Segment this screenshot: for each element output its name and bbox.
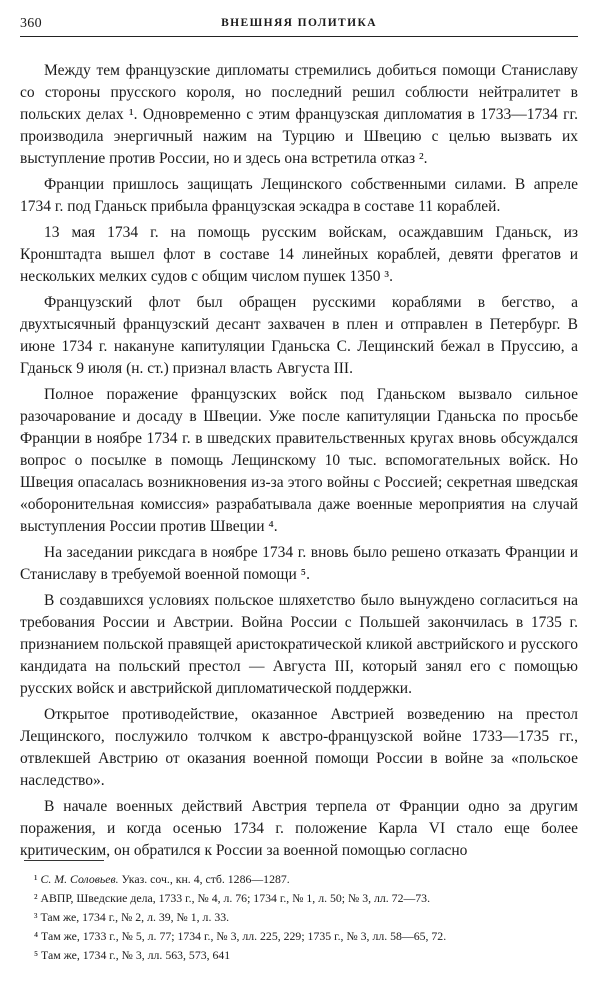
footnotes: [20, 870, 578, 965]
paragraph-2: Франции пришлось защищать Лещинского собственными силами. В апреле 1734 г. под Гданьск прибыла французская эскадра в составе 11 кораблей.: [20, 176, 578, 215]
footnote-3: ³ Там же, 1734 г., № 2, л. 39, № 1, л. 33.: [34, 910, 230, 924]
paragraph-1: Между тем французские дипломаты стремились добиться помощи Станиславу со стороны прусского короля, но последний решил соблюсти нейтралитет в польских делах ¹. Одновременно с этим французская дипломатия в 1733—1734 гг. производила энергичный нажим на Турцию и Швецию с целью вызвать их выступление против России, но и здесь она встретила отказ ².: [20, 62, 578, 167]
paragraph-5: Полное поражение французских войск под Гданьском вызвало сильное разочарование и досаду в Швеции. Уже после капитуляции Гданьска по просьбе Франции в ноябре 1734 г. в шведских правительственных кругах вновь обсуждался вопрос о посылке в помощь Лещинскому 10 тыс. вспомогательных войск. Но Швеция опасалась возникновения из-за этого войны с Россией; секретная шведская «оборонительная комиссия» разрабатывала даже военные мероприятия на случай выступления России против Швеции ⁴.: [20, 386, 578, 535]
paragraph-3: 13 мая 1734 г. на помощь русским войскам, осаждавшим Гданьск, из Кронштадта вышел флот в составе 14 линейных кораблей, девяти фрегатов и нескольких мелких судов с общим числом пушек 1350 ³.: [20, 224, 578, 285]
footnote-1-marker: ¹: [34, 872, 38, 886]
footnote-4: ⁴ Там же, 1733 г., № 5, л. 77; 1734 г., № 3, лл. 225, 229; 1735 г., № 3, лл. 58—65, 72.: [34, 929, 447, 943]
footnote-1-author: С. М. Соловьев.: [40, 872, 119, 886]
paragraph-7: В создавшихся условиях польское шляхетство было вынуждено согласиться на требования России и Австрии. Война России с Польшей закончилась в 1735 г. признанием польской правящей аристократической кликой австрийского и русского кандидата на польский престол — Августа III, который занял его с помощью русских войск и австрийской дипломатической поддержки.: [20, 592, 578, 697]
paragraph-6: На заседании риксдага в ноябре 1734 г. вновь было решено отказать Франции и Станиславу в требуемой военной помощи ⁵.: [20, 544, 578, 583]
footnote-2: ² АВПР, Шведские дела, 1733 г., № 4, л. 76; 1734 г., № 1, л. 50; № 3, лл. 72—73.: [34, 891, 431, 905]
main-text: [20, 60, 578, 866]
paragraph-8: Открытое противодействие, оказанное Австрией возведению на престол Лещинского, послужило толчком к австро-французской войне 1733—1735 гг., отвлекшей Австрию от оказания военной помощи России в войне за «польское наследство».: [20, 706, 578, 789]
running-title: ВНЕШНЯЯ ПОЛИТИКА: [221, 17, 377, 29]
footnote-1: [20, 870, 578, 889]
footnote-divider: [24, 860, 104, 861]
footnote-1-text: Указ. соч., кн. 4, стб. 1286—1287.: [121, 872, 290, 886]
paragraph-9: В начале военных действий Австрия терпела от Франции одно за другим поражения, и когда осенью 1734 г. положение Карла VI стало еще более критическим, он обратился к России за военной помощью согласно: [20, 798, 578, 859]
page-header: [20, 14, 578, 37]
paragraph-4: Французский флот был обращен русскими кораблями в бегство, а двухтысячный французский десант захвачен в плен и отправлен в Петербург. В июне 1734 г. накануне капитуляции Гданьска С. Лещинский бежал в Пруссию, а Гданьск 9 июля (н. ст.) признал власть Августа III.: [20, 294, 578, 377]
page-number: 360: [20, 16, 42, 31]
footnote-5: ⁵ Там же, 1734 г., № 3, лл. 563, 573, 641: [34, 948, 231, 962]
